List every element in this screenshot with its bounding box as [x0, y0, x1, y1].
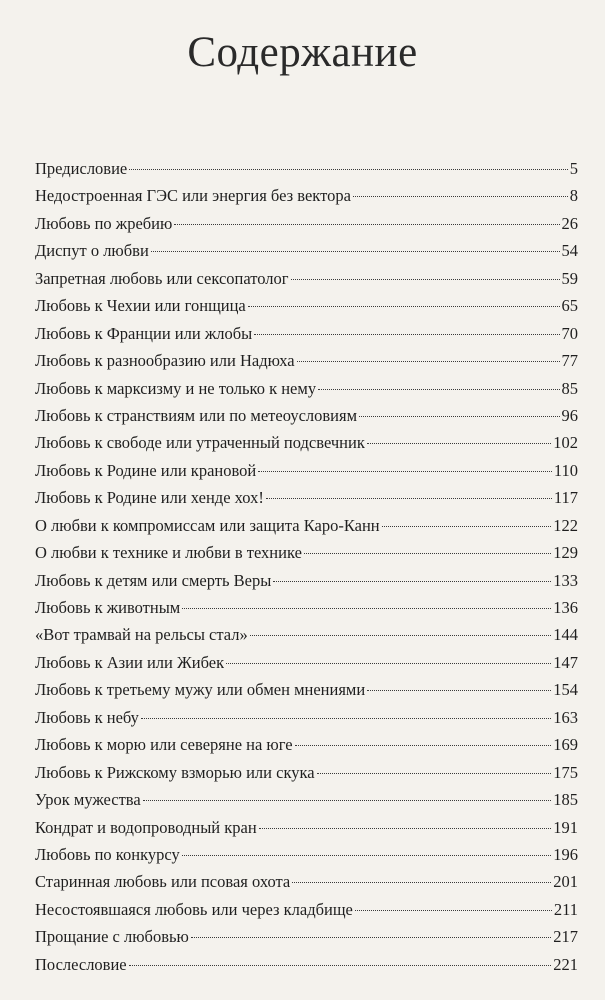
dot-leader: [295, 745, 552, 746]
dot-leader: [304, 553, 551, 554]
toc-entry: [35, 429, 578, 456]
toc-entry-page-number: 5: [569, 159, 578, 178]
toc-entry-page-number: 70: [561, 323, 578, 343]
toc-entry-title: Послесловие: [35, 954, 127, 974]
toc-entry-title: Прощание с любовью: [35, 927, 189, 947]
toc-entry-title: Любовь к разнообразию или Надюха: [35, 351, 295, 371]
toc-entry-title: Старинная любовь или псовая охота: [35, 872, 291, 892]
toc-entry: [35, 676, 578, 703]
dot-leader: [266, 498, 552, 499]
toc-entry: [35, 539, 578, 566]
dot-leader: [353, 196, 568, 197]
dot-leader: [141, 718, 551, 719]
toc-entry-title: Любовь к Азии или Жибек: [35, 652, 225, 672]
toc-entry-title: Любовь к Родине или хенде хох!: [35, 488, 264, 508]
toc-entry: [35, 484, 578, 511]
toc-entry: [35, 621, 578, 648]
toc-entry: [35, 567, 578, 594]
dot-leader: [254, 334, 559, 335]
toc-entry: [35, 402, 578, 429]
toc-entry: [35, 594, 578, 621]
toc-entry-page-number: 175: [553, 762, 578, 782]
toc-entry-title: Любовь к Рижскому взморью или скука: [35, 762, 315, 782]
toc-entry: [35, 457, 578, 484]
toc-entry: [35, 951, 578, 978]
toc-entry-page-number: 129: [553, 543, 578, 563]
toc-entry-title: О любви к технике и любви в технике: [35, 543, 302, 563]
dot-leader: [182, 608, 551, 609]
toc-entry: [35, 512, 578, 539]
toc-entry-page-number: 65: [561, 296, 578, 316]
dot-leader: [258, 471, 552, 472]
dot-leader: [382, 526, 552, 527]
toc-entry-page-number: 147: [553, 652, 578, 672]
toc-entry-page-number: 163: [553, 707, 578, 727]
dot-leader: [259, 828, 552, 829]
toc-entry: [35, 265, 578, 292]
toc-entry-title: Любовь к свободе или утраченный подсвечник: [35, 433, 365, 453]
toc-entry-title: Любовь к Чехии или гонщица: [35, 296, 246, 316]
dot-leader: [129, 965, 552, 966]
toc-entry-page-number: 169: [553, 735, 578, 755]
page-title: Содержание: [187, 29, 418, 76]
toc-entry-title: Любовь к небу: [35, 707, 139, 727]
table-of-contents: [35, 155, 578, 978]
toc-entry-title: Диспут о любви: [35, 241, 149, 261]
toc-entry-title: «Вот трамвай на рельсы стал»: [35, 625, 248, 645]
toc-entry: [35, 292, 578, 319]
dot-leader: [317, 773, 552, 774]
toc-entry: [35, 649, 578, 676]
dot-leader: [292, 882, 551, 883]
toc-entry-page-number: 102: [553, 433, 578, 453]
toc-entry-page-number: 144: [553, 625, 578, 645]
toc-entry-page-number: 201: [553, 872, 578, 892]
toc-entry-page-number: 196: [553, 844, 578, 864]
toc-entry: [35, 923, 578, 950]
dot-leader: [355, 910, 552, 911]
toc-entry: [35, 182, 578, 209]
toc-entry-title: Любовь к Франции или жлобы: [35, 323, 253, 343]
toc-entry: [35, 375, 578, 402]
toc-entry-title: Любовь к животным: [35, 598, 181, 617]
dot-leader: [318, 389, 559, 390]
toc-entry-title: Любовь по жребию: [35, 213, 173, 233]
toc-entry-title: Недостроенная ГЭС или энергия без вектора: [35, 186, 351, 206]
toc-entry-page-number: 59: [561, 268, 578, 288]
toc-entry-page-number: 191: [553, 817, 578, 837]
toc-entry-page-number: 217: [553, 927, 578, 947]
toc-entry: [35, 868, 578, 895]
toc-entry: [35, 841, 578, 868]
toc-entry-page-number: 26: [561, 213, 578, 233]
toc-entry-title: Несостоявшаяся любовь или через кладбище: [35, 899, 353, 919]
toc-entry-page-number: 185: [553, 790, 578, 810]
toc-entry-title: Любовь к третьему мужу или обмен мнениями: [35, 680, 366, 700]
toc-entry: [35, 155, 578, 182]
dot-leader: [174, 224, 559, 225]
toc-entry-page-number: 136: [553, 598, 578, 617]
dot-leader: [191, 937, 551, 938]
toc-entry: [35, 731, 578, 758]
toc-entry: [35, 814, 578, 841]
dot-leader: [182, 855, 552, 856]
toc-entry-title: Любовь к детям или смерть Веры: [35, 570, 272, 590]
toc-entry: [35, 237, 578, 264]
toc-entry-page-number: 117: [553, 488, 578, 508]
dot-leader: [297, 361, 560, 362]
toc-entry-page-number: 96: [561, 405, 578, 425]
toc-entry: [35, 786, 578, 813]
toc-entry: [35, 347, 578, 374]
dot-leader: [250, 635, 552, 636]
toc-entry: [35, 704, 578, 731]
toc-entry: [35, 759, 578, 786]
dot-leader: [291, 279, 560, 280]
toc-entry-page-number: 133: [553, 570, 578, 590]
toc-entry-page-number: 85: [561, 378, 578, 398]
toc-entry: [35, 896, 578, 923]
dot-leader: [143, 800, 552, 801]
dot-leader: [367, 690, 551, 691]
toc-entry-title: О любви к компромиссам или защита Каро-Канн: [35, 515, 380, 535]
toc-entry-title: Любовь к морю или северяне на юге: [35, 735, 293, 755]
toc-entry-page-number: 54: [561, 241, 578, 261]
toc-entry-title: Любовь к марксизму и не только к нему: [35, 378, 317, 398]
dot-leader: [151, 251, 560, 252]
toc-entry-page-number: 77: [561, 351, 578, 371]
toc-entry: [35, 210, 578, 237]
toc-entry-title: Кондрат и водопроводный кран: [35, 817, 257, 837]
toc-entry-title: Любовь к странствиям или по метеоусловиям: [35, 405, 358, 425]
toc-entry-title: Предисловие: [35, 159, 128, 178]
toc-entry: [35, 320, 578, 347]
dot-leader: [248, 306, 560, 307]
dot-leader: [367, 443, 551, 444]
dot-leader: [129, 169, 568, 170]
toc-entry-page-number: 110: [553, 460, 578, 480]
toc-entry-title: Запретная любовь или сексопатолог: [35, 268, 289, 288]
toc-entry-title: Любовь по конкурсу: [35, 844, 180, 864]
toc-entry-title: Любовь к Родине или крановой: [35, 460, 257, 480]
dot-leader: [226, 663, 551, 664]
toc-entry-page-number: 154: [553, 680, 578, 700]
dot-leader: [359, 416, 559, 417]
toc-entry-title: Урок мужества: [35, 790, 141, 810]
toc-entry-page-number: 122: [553, 515, 578, 535]
dot-leader: [273, 581, 551, 582]
toc-entry-page-number: 211: [553, 899, 578, 919]
toc-entry-page-number: 8: [569, 186, 578, 206]
toc-entry-page-number: 221: [553, 954, 578, 974]
